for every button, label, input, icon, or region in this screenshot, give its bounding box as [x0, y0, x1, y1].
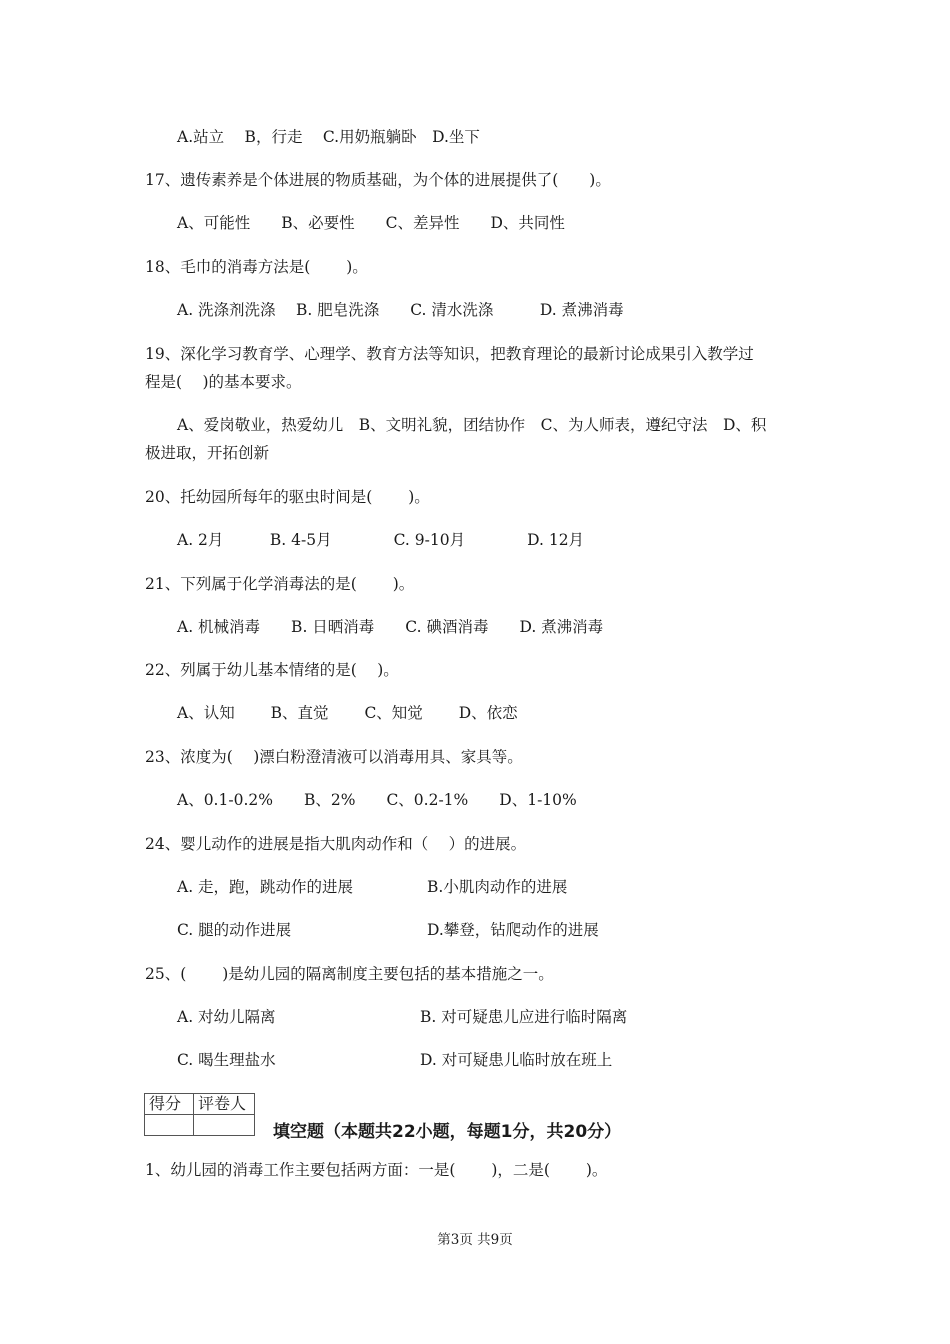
question-stem: 23、浓度为( )漂白粉澄清液可以消毒用具、家具等。: [145, 748, 523, 766]
page-footer: 第3页 共9页: [437, 1232, 513, 1248]
question-stem: 20、托幼园所每年的驱虫时间是( )。: [145, 488, 430, 506]
question-options-line: A、爱岗敬业，热爱幼儿 B、文明礼貌，团结协作 C、为人师表，遵纪守法 D、积: [177, 416, 767, 434]
fill-question-1: 1、幼儿园的消毒工作主要包括两方面：一是( )，二是( )。: [145, 1161, 608, 1179]
option-c: C. 腿的动作进展: [177, 921, 292, 939]
question-options: A、0.1-0.2% B、2% C、0.2-1% D、1-10%: [177, 791, 577, 809]
question-stem: 25、( )是幼儿园的隔离制度主要包括的基本措施之一。: [145, 965, 554, 983]
question-options: A. 机械消毒 B. 日晒消毒 C. 碘酒消毒 D. 煮沸消毒: [177, 618, 604, 636]
option-b: B.小肌肉动作的进展: [427, 878, 568, 896]
question-stem: 17、遗传素养是个体进展的物质基础，为个体的进展提供了( )。: [145, 171, 611, 189]
option-a: A. 走，跑，跳动作的进展: [177, 878, 354, 896]
section-title: 填空题（本题共22小题，每题1分，共20分）: [273, 1122, 622, 1142]
question-stem: 22、列属于幼儿基本情绪的是( )。: [145, 661, 399, 679]
question-options: A. 2月 B. 4-5月 C. 9-10月 D. 12月: [177, 531, 585, 549]
question-stem-line: 19、深化学习教育学、心理学、教育方法等知识，把教育理论的最新讨论成果引入教学过: [145, 345, 754, 363]
option-b: B. 对可疑患儿应进行临时隔离: [420, 1008, 628, 1026]
question-options: A、认知 B、直觉 C、知觉 D、依恋: [177, 704, 518, 722]
question-options: A. 洗涤剂洗涤 B. 肥皂洗涤 C. 清水洗涤 D. 煮沸消毒: [177, 301, 624, 319]
question-options: A、可能性 B、必要性 C、差异性 D、共同性: [177, 214, 565, 232]
question-stem: 21、下列属于化学消毒法的是( )。: [145, 575, 415, 593]
grader-cell: [194, 1115, 255, 1136]
score-cell: [145, 1115, 194, 1136]
q16-options: A.站立 B，行走 C.用奶瓶躺卧 D.坐下: [177, 128, 480, 146]
score-table: [144, 1093, 255, 1136]
option-d: D.攀登，钻爬动作的进展: [427, 921, 599, 939]
question-stem: 18、毛巾的消毒方法是( )。: [145, 258, 368, 276]
question-stem-line: 程是( )的基本要求。: [145, 373, 302, 391]
question-stem: 24、婴儿动作的进展是指大肌肉动作和（ ）的进展。: [145, 835, 527, 853]
grader-label: 评卷人: [194, 1094, 255, 1115]
option-a: A. 对幼儿隔离: [177, 1008, 276, 1026]
option-c: C. 喝生理盐水: [177, 1051, 276, 1069]
question-options-line: 极进取，开拓创新: [145, 444, 270, 462]
option-d: D. 对可疑患儿临时放在班上: [420, 1051, 613, 1069]
score-label: 得分: [145, 1094, 194, 1115]
